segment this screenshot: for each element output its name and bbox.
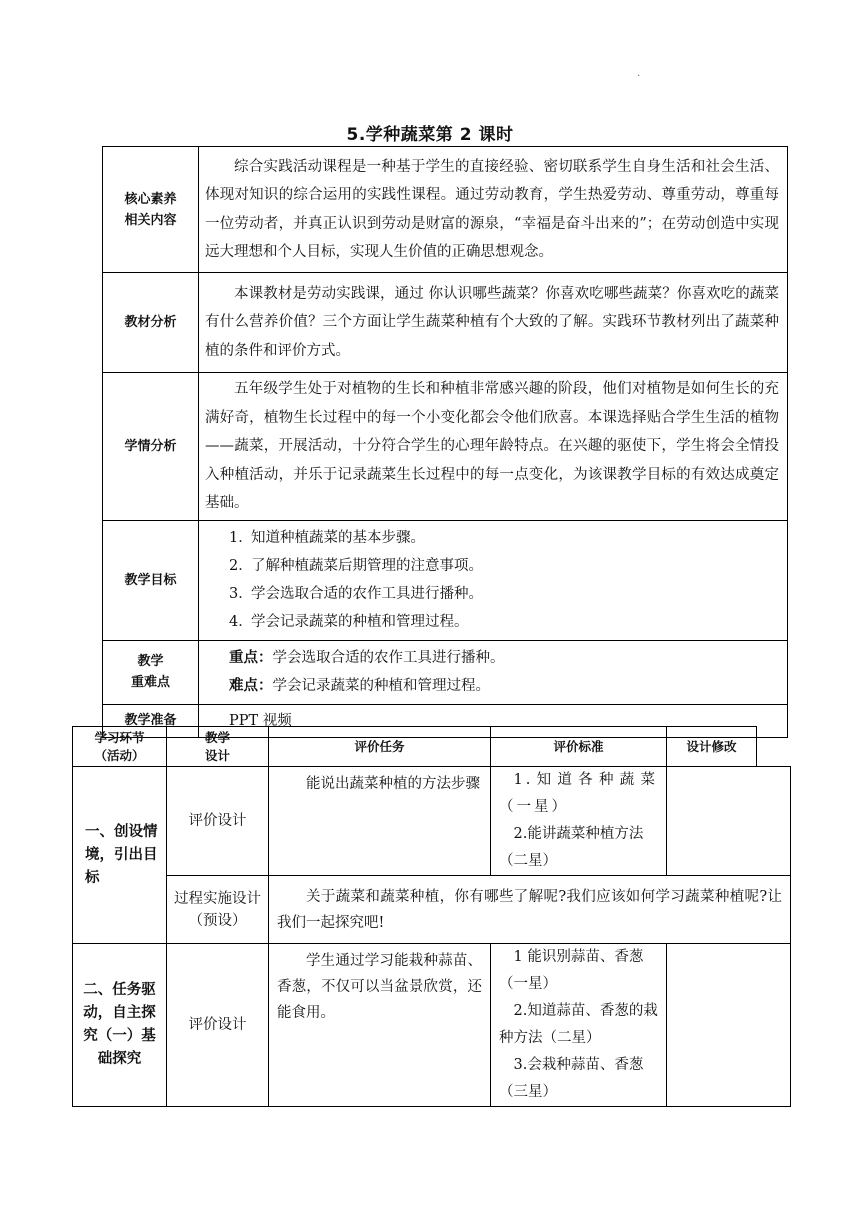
teaching-goals-row <box>103 520 788 640</box>
core-literacy-text: 综合实践活动课程是一种基于学生的直接经验、密切联系学生自身生活和社会生活、体现对知识的综合运用的实践性课程。通过劳动教育，学生热爱劳动、尊重劳动，尊重每一位劳动者，并真正认识到劳动是财富的源泉，“幸福是奋斗出来的”；在劳动创造中实现远大理想和个人目标，实现人生价值的正确思想观念。 <box>199 147 788 273</box>
core-literacy-label <box>103 147 199 273</box>
standard-item: 1 能识别蒜苗、香葱（一星） <box>499 949 644 992</box>
material-analysis-text: 本课教材是劳动实践课，通过 你认识哪些蔬菜？你喜欢吃哪些蔬菜？你喜欢吃的蔬菜有什么营养价值？三个方面让学生蔬菜种植有个大致的了解。实践环节教材列出了蔬菜种植的条件和评价方式。 <box>199 273 788 373</box>
teaching-prep-label: 教学准备 <box>103 704 199 738</box>
standard-item: 2.知道蒜苗、香葱的栽种方法（二星） <box>499 1003 658 1046</box>
header-revise: 设计修改 <box>667 727 757 767</box>
key-label-line2: 重难点 <box>130 675 170 690</box>
student-analysis-label: 学情分析 <box>103 373 199 521</box>
standard-item: 3.会栽种蒜苗、香葱（三星） <box>499 1057 644 1100</box>
section1-standards <box>491 767 667 876</box>
section2-eval-row <box>73 944 791 1107</box>
header-design <box>167 727 269 767</box>
goal-item: 4．学会记录蔬菜的种植和管理过程。 <box>229 614 469 630</box>
section2-standards <box>491 944 667 1107</box>
section1-design-eval: 评价设计 <box>167 767 269 876</box>
standard-item: 2.能讲蔬菜种植方法（二星） <box>499 826 644 869</box>
teaching-goals-label: 教学目标 <box>103 520 199 640</box>
core-label-line1: 核心素养 <box>124 191 177 207</box>
section1-revise <box>667 767 791 876</box>
key-points-row <box>103 640 788 704</box>
student-analysis-text: 五年级学生处于对植物的生长和种植非常感兴趣的阶段，他们对植物是如何生长的充满好奇，植物生长过程中的每一个小变化都会令他们欣喜。本课选择贴合学生生活的植物——蔬菜，开展活动，十分符合学生的心理年龄特点。在兴趣的驱使下，学生将会全情投入种植活动，并乐于记录蔬菜生长过程中的每一点变化，为该课教学目标的有效达成奠定基础。 <box>199 373 788 521</box>
activity-header-row <box>73 727 791 767</box>
material-analysis-row <box>103 273 788 373</box>
section2-revise <box>667 944 791 1107</box>
header-design-line1: 教学 <box>204 729 230 745</box>
section1-task: 能说出蔬菜种植的方法步骤 <box>269 767 491 876</box>
header-stage <box>73 727 167 767</box>
teaching-prep-text: PPT 视频 <box>199 704 788 738</box>
key-label-line1: 教学 <box>137 654 164 669</box>
section1-stage: 一、创设情境，引出目标 <box>73 767 167 944</box>
goal-item: 2．了解种植蔬菜后期管理的注意事项。 <box>229 558 483 574</box>
standard-item: 1.知道各种蔬菜（一星） <box>499 772 658 815</box>
section1-design-process: 过程实施设计（预设） <box>167 876 269 944</box>
key-point: 重点：学会选取合适的农作工具进行播种。 <box>229 650 505 666</box>
header-task: 评价任务 <box>269 727 491 767</box>
core-label-line2: 相关内容 <box>124 212 177 228</box>
section2-stage: 二、任务驱动，自主探究（一）基础探究 <box>73 944 167 1107</box>
goal-item: 3．学会选取合适的农作工具进行播种。 <box>229 586 483 602</box>
section1-eval-row <box>73 767 791 876</box>
header-stage-line2: （活动） <box>94 747 145 763</box>
core-literacy-row <box>103 147 788 273</box>
teaching-goals-list <box>199 520 788 640</box>
lesson-overview-table <box>102 146 788 738</box>
section2-task: 学生通过学习能栽种蒜苗、香葱，不仅可以当盆景欣赏，还能食用。 <box>269 944 491 1107</box>
student-analysis-row <box>103 373 788 521</box>
key-points-text <box>199 640 788 704</box>
page-dot: . <box>637 68 641 79</box>
header-stage-line1: 学习环节 <box>94 729 145 745</box>
material-analysis-label: 教材分析 <box>103 273 199 373</box>
section1-process-text: 关于蔬菜和蔬菜种植，你有哪些了解呢?我们应该如何学习蔬菜种植呢?让我们一起探究吧! <box>269 876 791 944</box>
goal-item: 1．知道种植蔬菜的基本步骤。 <box>229 530 425 546</box>
section1-process-row <box>73 876 791 944</box>
header-standard: 评价标准 <box>491 727 667 767</box>
header-design-line2: 设计 <box>204 747 230 763</box>
header-blank <box>757 727 791 767</box>
activity-table <box>72 726 791 1107</box>
section2-design-eval: 评价设计 <box>167 944 269 1107</box>
difficult-point: 难点：学会记录蔬菜的种植和管理过程。 <box>229 678 490 694</box>
page-title: 5.学种蔬菜第 2 课时 <box>346 125 514 145</box>
key-points-label <box>103 640 199 704</box>
